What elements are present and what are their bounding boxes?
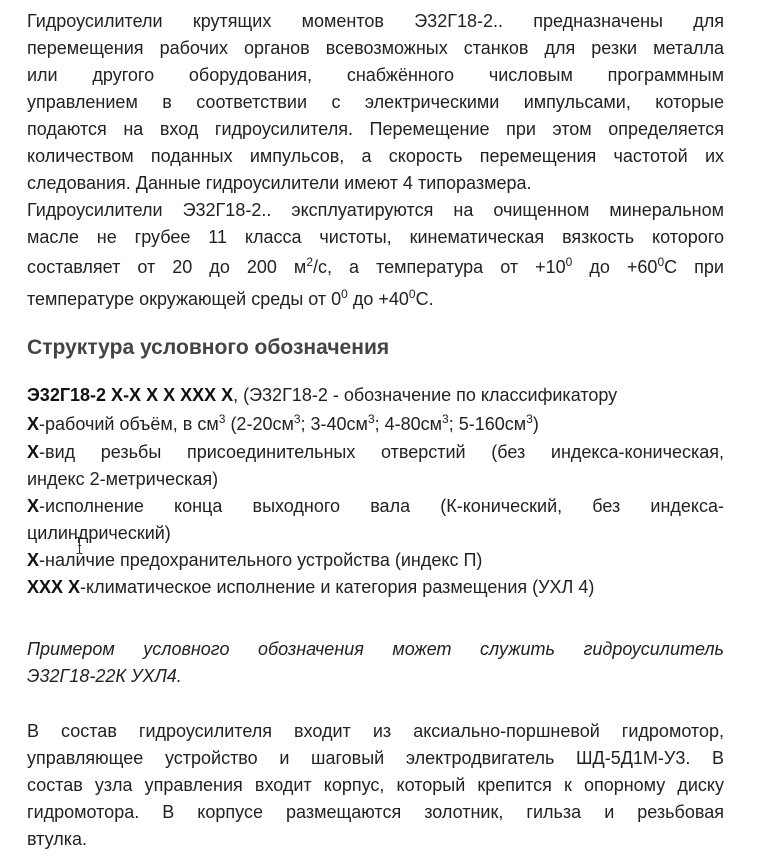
field-marker: Х xyxy=(27,442,40,462)
superscript: 2 xyxy=(306,255,313,269)
code-bold: Э32Г18-2 Х-Х Х Х ХХХ Х xyxy=(27,385,234,405)
text-line: или другого оборудования, снабжённого числовым программным xyxy=(27,65,724,85)
text-line-viscosity xyxy=(27,251,724,283)
structure-row-thread-cont: индекс 2-метрическая) xyxy=(27,469,219,489)
designation-structure xyxy=(27,382,724,601)
structure-row-thread xyxy=(27,439,724,466)
text-line: Примером условного обозначения может служить гидроусилитель xyxy=(27,639,724,659)
text-line: Э32Г18-22К УХЛ4. xyxy=(27,666,182,686)
text-fragment: -вид резьбы присоединительных отверстий (без индекса-коническая, xyxy=(39,442,724,462)
composition-paragraph xyxy=(27,718,724,853)
text-fragment: -рабочий объём, в см xyxy=(39,414,219,434)
text-fragment: температуре окружающей среды от 0 xyxy=(27,289,342,309)
text-fragment: ; 5-160см xyxy=(448,414,527,434)
intro-paragraph-1 xyxy=(27,8,724,197)
structure-row-shaft-cont: цилиндрический) xyxy=(27,523,171,543)
text-fragment: С при xyxy=(664,257,724,277)
field-marker: Х xyxy=(27,414,40,434)
text-line: втулка. xyxy=(27,829,88,849)
superscript: 3 xyxy=(526,412,533,426)
superscript: 0 xyxy=(657,255,665,269)
designation-example xyxy=(27,636,724,690)
code-description: , (Э32Г18-2 - обозначение по классификатору xyxy=(233,385,618,405)
superscript: 0 xyxy=(341,287,348,301)
text-line-temperature xyxy=(27,283,724,315)
text-line: Гидроусилители крутящих моментов Э32Г18-2.. предназначены для xyxy=(27,11,724,31)
structure-row-volume xyxy=(27,409,724,439)
text-fragment: до +40 xyxy=(347,289,409,309)
text-fragment: -исполнение конца выходного вала (К-конический, без индекса- xyxy=(39,496,724,516)
text-line: следования. Данные гидроусилители имеют 4 типоразмера. xyxy=(27,173,532,193)
text-line: В состав гидроусилителя входит из аксиально-поршневой гидромотор, xyxy=(27,721,724,741)
text-line: количеством поданных импульсов, а скорость перемещения частотой их xyxy=(27,146,724,166)
text-line: перемещения рабочих органов всевозможных станков для резки металла xyxy=(27,38,724,58)
field-marker: ХХХ Х xyxy=(27,577,81,597)
text-line: состав узла управления входит корпус, который крепится к опорному диску xyxy=(27,775,724,795)
text-fragment: ; 3-40см xyxy=(300,414,368,434)
text-line: управлением в соответствии с электрическими импульсами, которые xyxy=(27,92,724,112)
structure-row-safety xyxy=(27,547,724,574)
text-line: масле не грубее 11 класса чистоты, кинематическая вязкость которого xyxy=(27,227,724,247)
text-cursor-icon xyxy=(76,537,83,554)
text-line: Гидроусилители Э32Г18-2.. эксплуатируются на очищенном минеральном xyxy=(27,200,724,220)
text-fragment: -наличие предохранительного устройства (индекс П) xyxy=(39,550,483,570)
text-fragment: (2-20см xyxy=(225,414,294,434)
structure-row-shaft xyxy=(27,493,724,520)
structure-row-climate xyxy=(27,574,724,601)
text-fragment: составляет от 20 до 200 м xyxy=(27,257,307,277)
text-line: подаются на вход гидроусилителя. Перемещение при этом определяется xyxy=(27,119,724,139)
text-line: гидромотора. В корпусе размещаются золотник, гильза и резьбовая xyxy=(27,802,724,822)
text-fragment: ) xyxy=(532,414,539,434)
structure-row-code xyxy=(27,382,724,409)
superscript: 3 xyxy=(367,412,375,426)
superscript: 3 xyxy=(218,412,226,426)
field-marker: Х xyxy=(27,496,40,516)
text-line: управляющее устройство и шаговый электродвигатель ШД-5Д1М-У3. В xyxy=(27,748,724,768)
superscript: 0 xyxy=(565,255,573,269)
text-fragment: С. xyxy=(415,289,434,309)
text-fragment: /с, а температура от +10 xyxy=(313,257,566,277)
superscript: 3 xyxy=(293,412,301,426)
text-fragment: -климатическое исполнение и категория размещения (УХЛ 4) xyxy=(80,577,595,597)
field-marker: Х xyxy=(27,550,40,570)
text-fragment: до +60 xyxy=(572,257,658,277)
structure-heading: Структура условного обозначения xyxy=(27,336,390,359)
intro-paragraph-2 xyxy=(27,197,724,315)
text-fragment: ; 4-80см xyxy=(374,414,443,434)
superscript: 0 xyxy=(408,287,416,301)
superscript: 3 xyxy=(442,412,449,426)
